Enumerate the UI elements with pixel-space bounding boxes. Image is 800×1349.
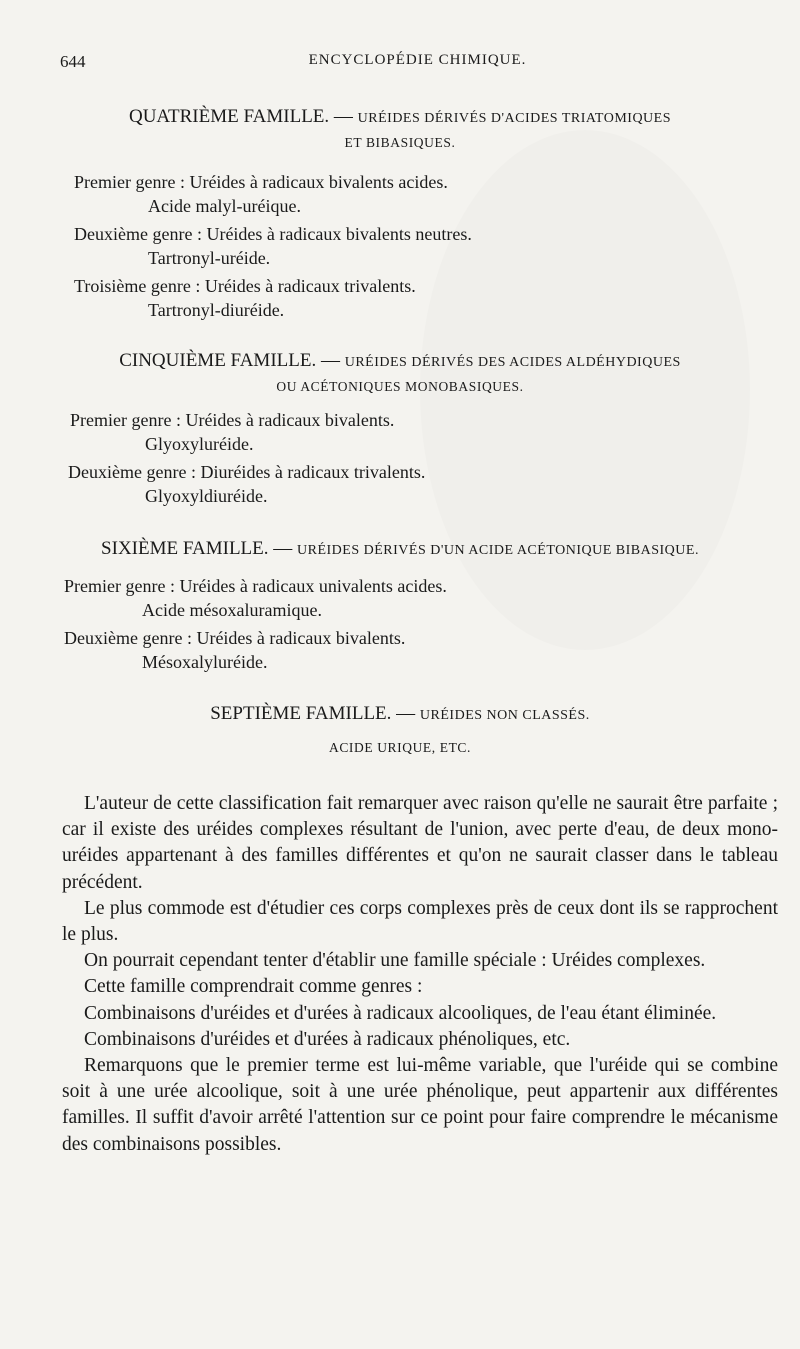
genre-example: Tartronyl-diuréide.	[148, 300, 285, 320]
paragraph: On pourrait cependant tenter d'établir une famille spéciale : Uréides complexes.	[84, 950, 706, 972]
genre-label: Troisième genre :	[74, 276, 201, 296]
genre-label: Premier genre :	[74, 172, 185, 192]
paragraph: Le plus commode est d'étudier ces corps complexes près de ceux dont ils se rapprochent le plus.	[62, 897, 778, 946]
genre-line	[74, 276, 416, 297]
genre-description: Uréides à radicaux trivalents.	[204, 276, 416, 296]
family-subtitle-continued: ET BIBASIQUES.	[344, 135, 456, 150]
family-subtitle: URÉIDES DÉRIVÉS D'UN ACIDE ACÉTONIQUE BIBASIQUE.	[297, 543, 699, 558]
genre-example: Acide mésoxaluramique.	[142, 600, 322, 620]
genre-description: Uréides à radicaux bivalents.	[185, 410, 395, 430]
page-number: 644	[60, 52, 86, 71]
genre-label: Deuxième genre :	[74, 224, 202, 244]
genre-description: Uréides à radicaux bivalents acides.	[189, 172, 448, 192]
family-dash: —	[273, 538, 293, 559]
genre-description: Uréides à radicaux univalents acides.	[179, 576, 447, 596]
family-subtitle: URÉIDES DÉRIVÉS D'ACIDES TRIATOMIQUES	[357, 111, 672, 126]
genre-description: Uréides à radicaux bivalents neutres.	[206, 224, 472, 244]
genre-example: Glyoxyluréide.	[145, 434, 254, 454]
family-title: SIXIÈME FAMILLE.	[101, 538, 269, 559]
genre-example: Acide malyl-uréique.	[148, 196, 301, 216]
family-heading-5	[0, 350, 800, 398]
family-dash: —	[396, 703, 416, 724]
paragraph: Remarquons que le premier terme est lui-même variable, que l'uréide qui se combine soit à une urée alcoolique, soit à une urée phénolique, peut appartenir aux différentes familles. Il suffit d'avoir arrêté l'attention sur ce point pour faire comprendre le mécanisme des combinaisons possibles.	[62, 1055, 778, 1155]
genre-line	[70, 410, 394, 431]
genre-line	[64, 576, 447, 597]
family-dash: —	[320, 350, 340, 371]
paragraph: Cette famille comprendrait comme genres :	[84, 976, 423, 998]
genre-example: Tartronyl-uréide.	[148, 248, 271, 268]
genre-line	[74, 224, 472, 245]
family-subtitle: URÉIDES NON CLASSÉS.	[419, 708, 590, 723]
family-subtitle-continued: OU ACÉTONIQUES MONOBASIQUES.	[276, 379, 524, 394]
genre-line	[68, 462, 425, 483]
genre-line	[64, 628, 405, 649]
body-text	[62, 791, 778, 1158]
family-heading-7	[0, 703, 800, 759]
running-title: ENCYCLOPÉDIE CHIMIQUE.	[308, 52, 527, 68]
genre-description: Uréides à radicaux bivalents.	[196, 628, 406, 648]
genre-line	[74, 172, 448, 193]
page-header	[60, 52, 775, 76]
paragraph: L'auteur de cette classification fait remarquer avec raison qu'elle ne saurait être parfaite ; car il existe des uréides complexes résultant de l'union, avec perte d'eau, de deux mono-uréides appartenant à des familles différentes et qu'on ne saurait classer dans le tableau précédent.	[62, 793, 778, 893]
family-dash: —	[333, 106, 353, 127]
family-title: CINQUIÈME FAMILLE.	[119, 350, 317, 371]
family-heading-6	[0, 538, 800, 562]
genre-label: Premier genre :	[70, 410, 181, 430]
genre-label: Deuxième genre :	[68, 462, 196, 482]
family-subtitle-continued: ACIDE URIQUE, ETC.	[328, 740, 472, 755]
genre-example: Mésoxalyluréide.	[142, 652, 268, 672]
paragraph: Combinaisons d'uréides et d'urées à radicaux alcooliques, de l'eau étant éliminée.	[84, 1002, 717, 1024]
genre-description: Diuréides à radicaux trivalents.	[200, 462, 426, 482]
family-heading-4	[0, 106, 800, 154]
genre-label: Deuxième genre :	[64, 628, 192, 648]
family-title: QUATRIÈME FAMILLE.	[128, 106, 330, 127]
family-subtitle: URÉIDES DÉRIVÉS DES ACIDES ALDÉHYDIQUES	[344, 355, 681, 370]
genre-label: Premier genre :	[64, 576, 175, 596]
family-title: SEPTIÈME FAMILLE.	[210, 703, 392, 724]
genre-example: Glyoxyldiuréide.	[145, 486, 268, 506]
paragraph: Combinaisons d'uréides et d'urées à radicaux phénoliques, etc.	[84, 1028, 571, 1050]
